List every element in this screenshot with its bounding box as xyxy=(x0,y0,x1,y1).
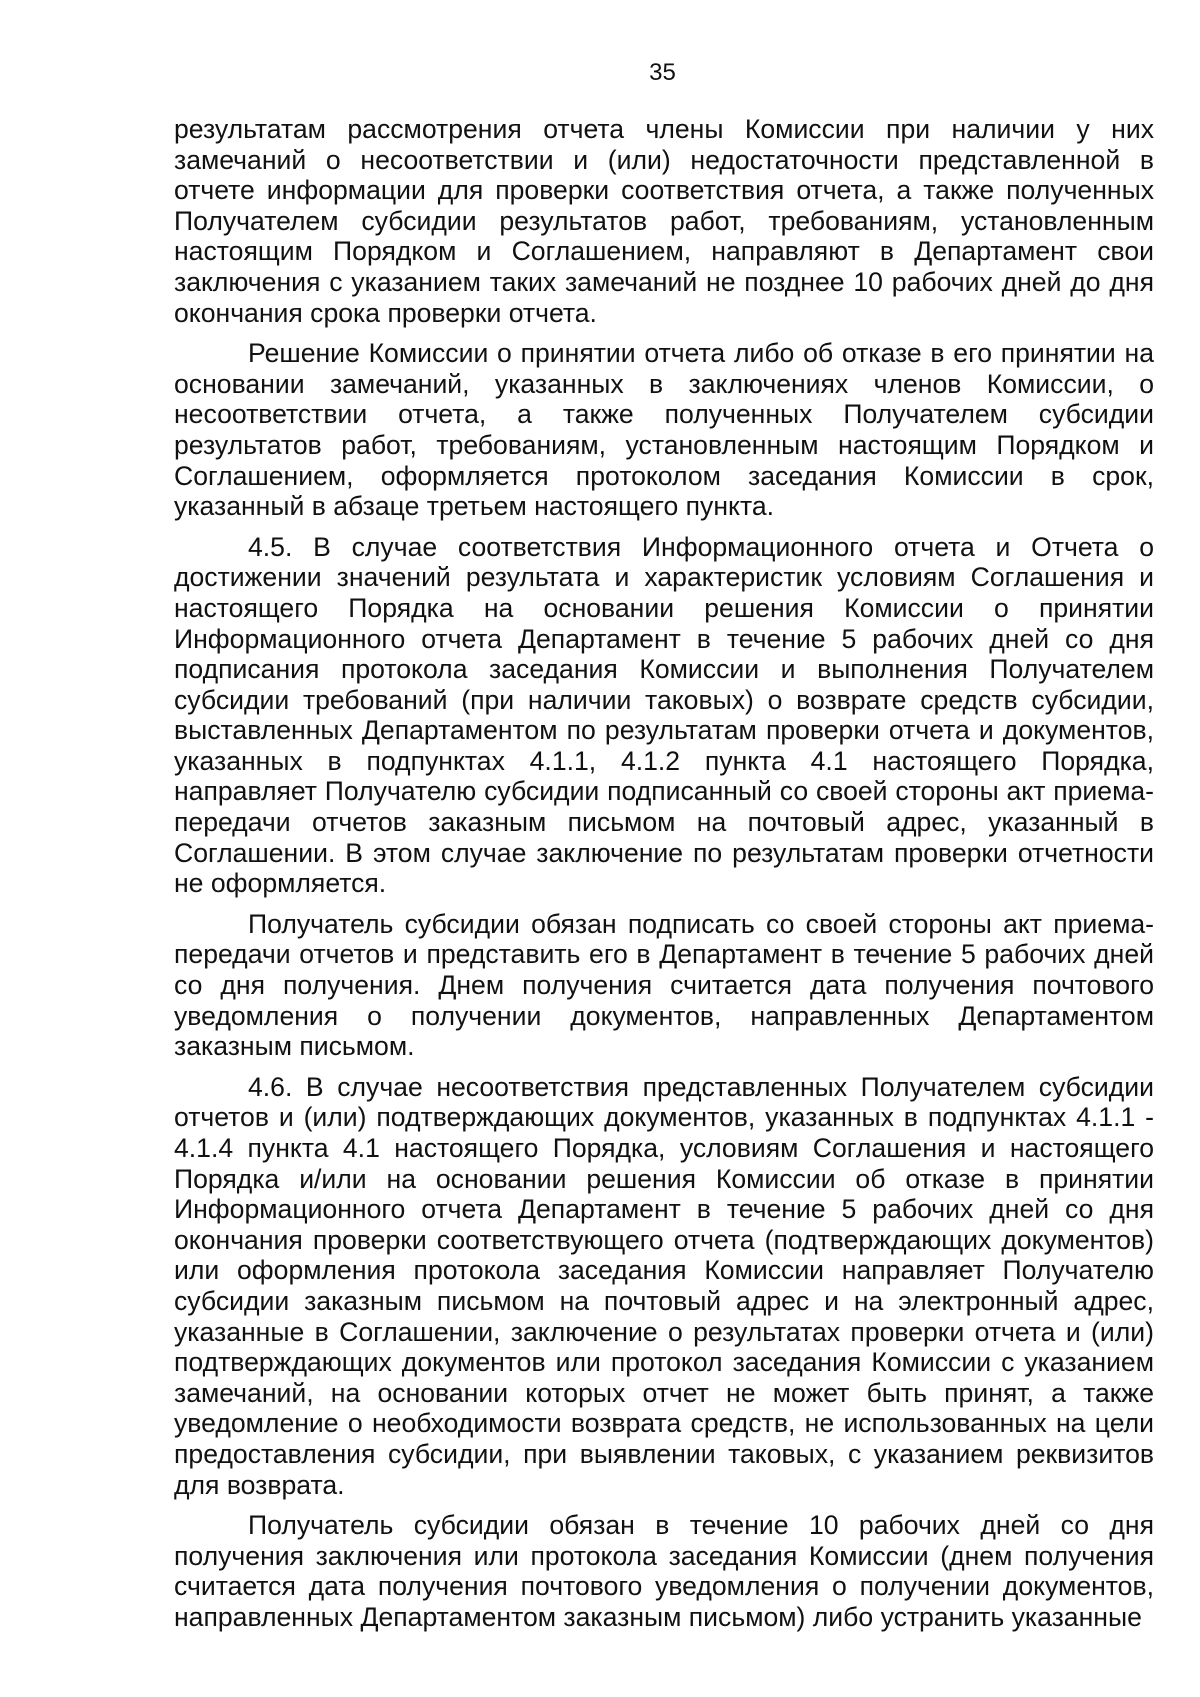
paragraph-recipient-signing: Получатель субсидии обязан подписать со своей стороны акт приема-передачи отчетов и представить его в Департамент в течение 5 рабочих дней со дня получения. Днем получения считается дата получения почтового уведомления о получении документов, направленных Департаментом заказным письмом. xyxy=(174,908,1154,1062)
paragraph-recipient-obligation: Получатель субсидии обязан в течение 10 рабочих дней со дня получения заключения или протокола заседания Комиссии (днем получения считается дата получения почтового уведомления о получении документов, направленных Департаментом заказным письмом) либо устранить указанные xyxy=(174,1510,1154,1632)
paragraph-commission-decision: Решение Комиссии о принятии отчета либо об отказе в его принятии на основании замечаний, указанных в заключениях членов Комиссии, о несоответствии отчета, а также полученных Получателем субсидии результатов работ, требованиям, установленным настоящим Порядком и Соглашением, оформляется протоколом заседания Комиссии в срок, указанный в абзаце третьем настоящего пункта. xyxy=(174,338,1154,522)
document-body xyxy=(174,114,1154,1643)
paragraph-clause-4-5: 4.5. В случае соответствия Информационного отчета и Отчета о достижении значений результата и характеристик условиям Соглашения и настоящего Порядка на основании решения Комиссии о принятии Информационного отчета Департамент в течение 5 рабочих дней со дня подписания протокола заседания Комиссии и выполнения Получателем субсидии требований (при наличии таковых) о возврате средств субсидии, выставленных Департаментом по результатам проверки отчета и документов, указанных в подпунктах 4.1.1, 4.1.2 пункта 4.1 настоящего Порядка, направляет Получателю субсидии подписанный со своей стороны акт приема-передачи отчетов заказным письмом на почтовый адрес, указанный в Соглашении. В этом случае заключение по результатам проверки отчетности не оформляется. xyxy=(174,531,1154,899)
page-number: 35 xyxy=(649,59,676,86)
paragraph-clause-4-6: 4.6. В случае несоответствия представленных Получателем субсидии отчетов и (или) подтверждающих документов, указанных в подпунктах 4.1.1 - 4.1.4 пункта 4.1 настоящего Порядка, условиям Соглашения и настоящего Порядка и/или на основании решения Комиссии об отказе в принятии Информационного отчета Департамент в течение 5 рабочих дней со дня окончания проверки соответствующего отчета (подтверждающих документов) или оформления протокола заседания Комиссии направляет Получателю субсидии заказным письмом на почтовый адрес и на электронный адрес, указанные в Соглашении, заключение о результатах проверки отчета и (или) подтверждающих документов или протокол заседания Комиссии с указанием замечаний, на основании которых отчет не может быть принят, а также уведомление о необходимости возврата средств, не использованных на цели предоставления субсидии, при выявлении таковых, с указанием реквизитов для возврата. xyxy=(174,1071,1154,1500)
paragraph-review-remarks: результатам рассмотрения отчета члены Комиссии при наличии у них замечаний о несоответствии и (или) недостаточности представленной в отчете информации для проверки соответствия отчета, а также полученных Получателем субсидии результатов работ, требованиям, установленным настоящим Порядком и Соглашением, направляют в Департамент свои заключения с указанием таких замечаний не позднее 10 рабочих дней до дня окончания срока проверки отчета. xyxy=(174,114,1154,328)
